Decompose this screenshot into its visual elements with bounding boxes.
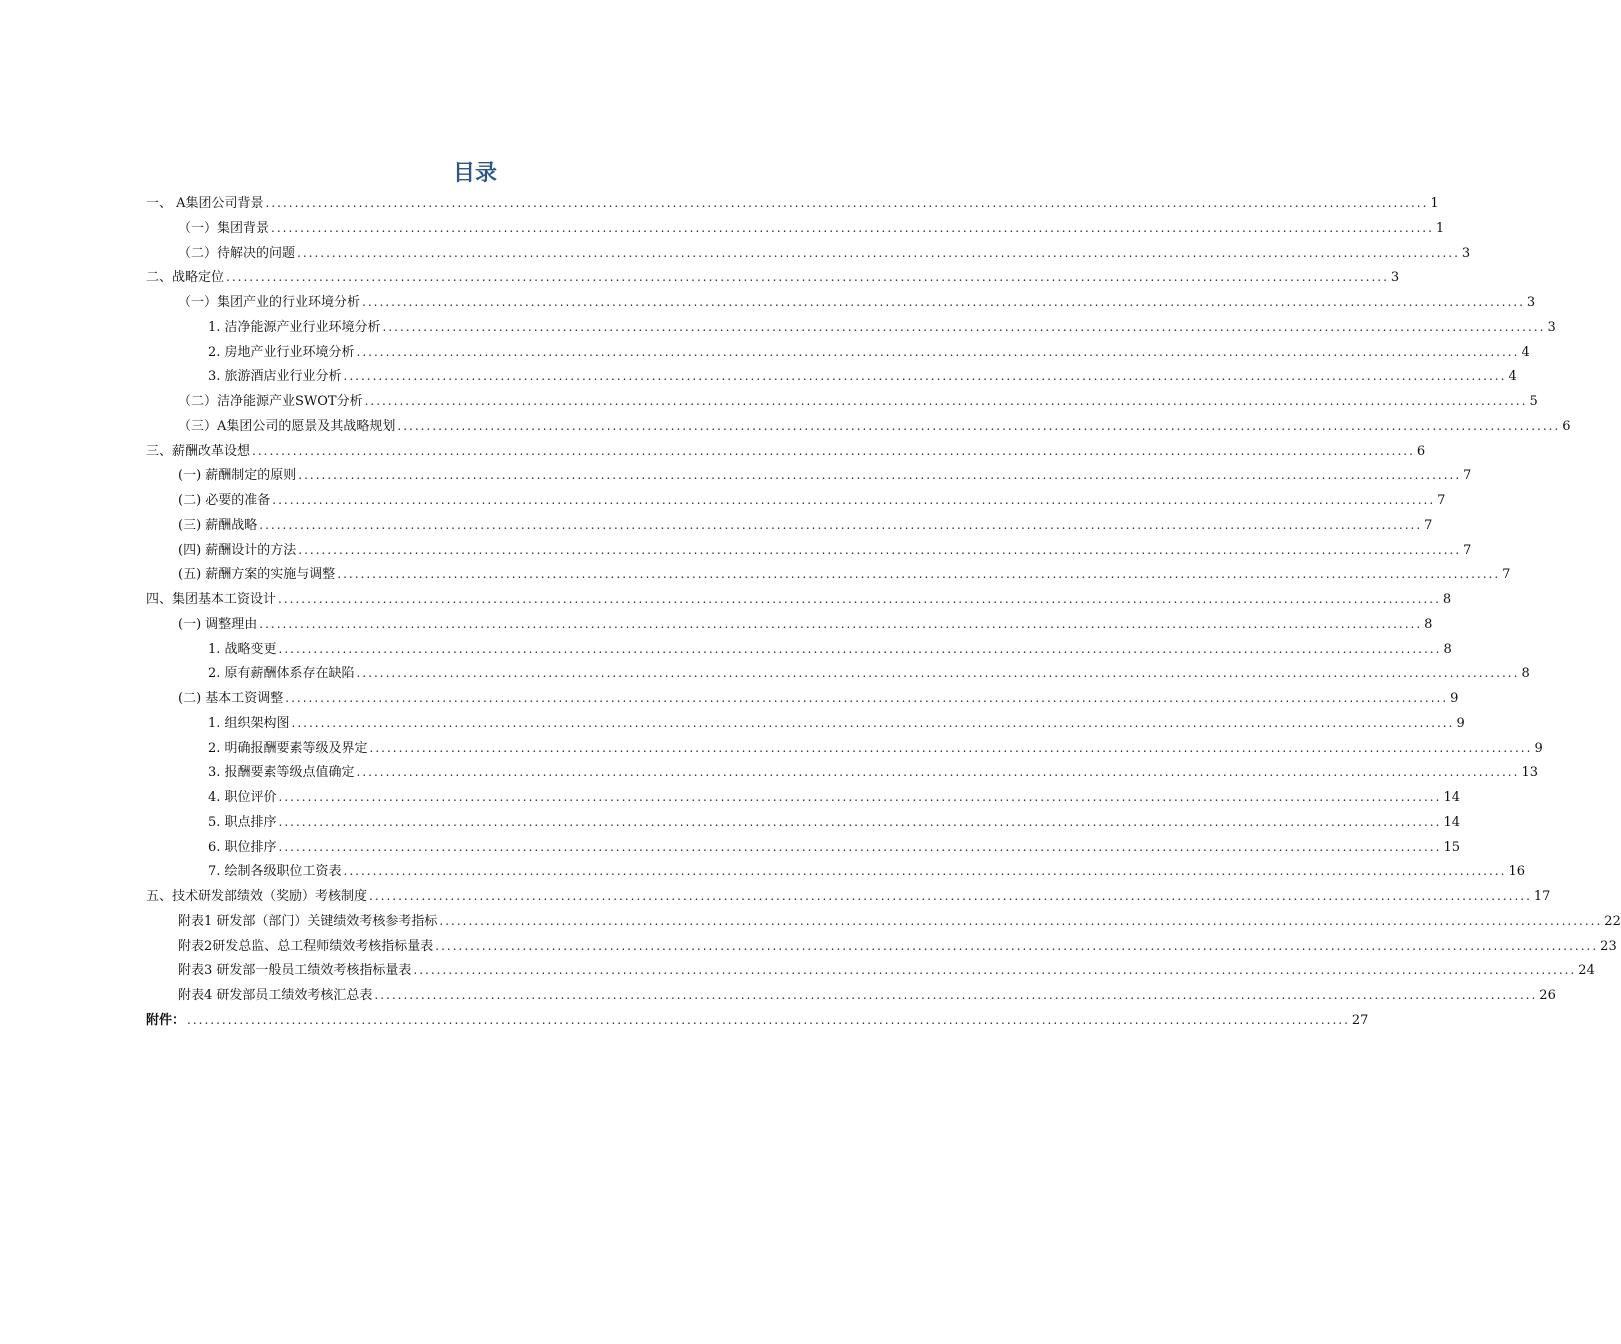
- toc-dot-leader: ........................................................................................................................................................................................................: [356, 666, 1520, 680]
- toc-entry[interactable]: [208, 812, 1460, 837]
- toc-entry-label: (三) 薪酬战略: [178, 518, 258, 533]
- toc-dot-leader: ........................................................................................................................................................................................................: [298, 468, 1462, 482]
- toc-entry-page: 9: [1450, 691, 1459, 706]
- toc-title: 目录: [452, 161, 497, 186]
- toc-entry[interactable]: [178, 218, 1445, 243]
- toc-entry[interactable]: [178, 564, 1511, 589]
- toc-entry-label: 三、薪酬改革设想: [146, 444, 251, 459]
- toc-entry[interactable]: [208, 837, 1460, 862]
- toc-dot-leader: ........................................................................................................................................................................................................: [259, 518, 1423, 532]
- toc-entry[interactable]: [178, 292, 1536, 317]
- toc-dot-leader: ........................................................................................................................................................................................................: [265, 196, 1429, 210]
- toc-entry-page: 24: [1578, 963, 1595, 978]
- toc-entry-page: 1: [1435, 221, 1445, 236]
- toc-entry-label: 7. 绘制各级职位工资表: [208, 864, 342, 879]
- toc-entry-label: (二) 必要的准备: [178, 493, 271, 508]
- toc-entry-page: 14: [1443, 790, 1460, 805]
- toc-entry[interactable]: [178, 688, 1459, 713]
- toc-dot-leader: ........................................................................................................................................................................................................: [356, 345, 1520, 359]
- toc-dot-leader: ........................................................................................................................................................................................................: [439, 914, 1603, 928]
- toc-entry-page: 27: [1351, 1013, 1369, 1028]
- toc-entry-page: 3: [1547, 320, 1556, 335]
- toc-dot-leader: ........................................................................................................................................................................................................: [226, 270, 1389, 284]
- toc-entry-page: 9: [1456, 716, 1465, 731]
- toc-entry-label: 2. 明确报酬要素等级及界定: [208, 741, 368, 756]
- toc-entry-label: (一) 调整理由: [178, 617, 258, 632]
- toc-entry-label: 附表2研发总监、总工程师绩效考核指标量表: [178, 939, 434, 954]
- toc-entry-label: 2. 原有薪酬体系存在缺陷: [208, 666, 355, 681]
- toc-entry[interactable]: [208, 639, 1452, 664]
- toc-entry-page: 7: [1463, 543, 1472, 558]
- toc-entry[interactable]: [178, 465, 1472, 490]
- toc-entry-label: 5. 职点排序: [208, 815, 277, 830]
- toc-dot-leader: ........................................................................................................................................................................................................: [271, 221, 1434, 235]
- toc-dot-leader: ........................................................................................................................................................................................................: [297, 246, 1460, 260]
- toc-entry-page: 5: [1529, 394, 1538, 409]
- toc-entry-page: 6: [1562, 419, 1571, 434]
- toc-entry[interactable]: [146, 1010, 1369, 1035]
- toc-entry[interactable]: [208, 366, 1517, 391]
- toc-entry-page: 4: [1508, 369, 1517, 384]
- toc-entry-page: 13: [1521, 765, 1538, 780]
- toc-entry-label: 1. 洁净能源产业行业环境分析: [208, 320, 381, 335]
- toc-entry[interactable]: [178, 490, 1446, 515]
- toc-entry-page: 17: [1533, 889, 1551, 904]
- toc-entry-label: （三）A集团公司的愿景及其战略规划: [178, 419, 396, 434]
- toc-entry-page: 23: [1600, 939, 1617, 954]
- toc-entry[interactable]: [178, 936, 1617, 961]
- toc-dot-leader: ........................................................................................................................................................................................................: [343, 864, 1507, 878]
- toc-dot-leader: ........................................................................................................................................................................................................: [259, 617, 1423, 631]
- toc-entry[interactable]: [146, 267, 1400, 292]
- toc-entry[interactable]: [208, 861, 1525, 886]
- toc-entry[interactable]: [146, 886, 1551, 911]
- toc-entry[interactable]: [178, 515, 1433, 540]
- toc-entry-label: （二）洁净能源产业SWOT分析: [178, 394, 363, 409]
- toc-entry-label: (一) 薪酬制定的原则: [178, 468, 297, 483]
- toc-dot-leader: ........................................................................................................................................................................................................: [278, 815, 1442, 829]
- toc-dot-leader: ........................................................................................................................................................................................................: [364, 394, 1528, 408]
- toc-entry[interactable]: [178, 614, 1433, 639]
- toc-dot-leader: ........................................................................................................................................................................................................: [337, 567, 1501, 581]
- toc-dot-leader: ........................................................................................................................................................................................................: [435, 939, 1599, 953]
- toc-entry-label: 附表1 研发部（部门）关键绩效考核参考指标: [178, 914, 438, 929]
- toc-entry-label: （一）集团背景: [178, 221, 270, 236]
- toc-entry-label: (四) 薪酬设计的方法: [178, 543, 297, 558]
- toc-dot-leader: ........................................................................................................................................................................................................: [278, 840, 1442, 854]
- toc-entry-page: 8: [1424, 617, 1433, 632]
- toc-entry-label: 附表4 研发部员工绩效考核汇总表: [178, 988, 373, 1003]
- toc-entry[interactable]: [208, 713, 1465, 738]
- toc-dot-leader: ........................................................................................................................................................................................................: [298, 543, 1462, 557]
- toc-dot-leader: ........................................................................................................................................................................................................: [278, 592, 1441, 606]
- toc-entry[interactable]: [208, 738, 1543, 763]
- toc-entry-page: 7: [1424, 518, 1433, 533]
- toc-entry-label: 四、集团基本工资设计: [146, 592, 277, 607]
- toc-dot-leader: ........................................................................................................................................................................................................: [369, 741, 1533, 755]
- toc-dot-leader: ........................................................................................................................................................................................................: [343, 369, 1507, 383]
- toc-entry-page: 3: [1390, 270, 1400, 285]
- toc-entry[interactable]: [146, 441, 1426, 466]
- toc-dot-leader: ........................................................................................................................................................................................................: [374, 988, 1538, 1002]
- toc-entry-label: 二、战略定位: [146, 270, 225, 285]
- toc-entry-label: （一）集团产业的行业环境分析: [178, 295, 361, 310]
- toc-entry-page: 4: [1521, 345, 1530, 360]
- toc-dot-leader: ........................................................................................................................................................................................................: [356, 765, 1520, 779]
- toc-entry-page: 7: [1502, 567, 1511, 582]
- toc-dot-leader: ........................................................................................................................................................................................................: [413, 963, 1577, 977]
- toc-entry-label: 6. 职位排序: [208, 840, 277, 855]
- toc-entry[interactable]: [208, 342, 1530, 367]
- toc-entry-page: 26: [1539, 988, 1556, 1003]
- toc-dot-leader: ........................................................................................................................................................................................................: [382, 320, 1546, 334]
- toc-entry[interactable]: [208, 663, 1530, 688]
- toc-entry-label: 4. 职位评价: [208, 790, 277, 805]
- toc-entry[interactable]: [178, 416, 1571, 441]
- toc-entry[interactable]: [146, 589, 1452, 614]
- toc-entry-label: 3. 旅游酒店业行业分析: [208, 369, 342, 384]
- toc-entry-page: 6: [1416, 444, 1426, 459]
- toc-entry-label: (五) 薪酬方案的实施与调整: [178, 567, 336, 582]
- toc-entry-page: 1: [1430, 196, 1439, 211]
- toc-dot-leader: ........................................................................................................................................................................................................: [252, 444, 1415, 458]
- toc-entry[interactable]: [178, 960, 1595, 985]
- toc-entry-label: （二）待解决的问题: [178, 246, 296, 261]
- toc-dot-leader: ........................................................................................................................................................................................................: [369, 889, 1532, 903]
- toc-dot-leader: ........................................................................................................................................................................................................: [272, 493, 1436, 507]
- toc-entry-page: 22: [1604, 914, 1621, 929]
- toc-entry-label: 附件：: [146, 1013, 186, 1028]
- toc-entry-page: 15: [1443, 840, 1460, 855]
- toc-dot-leader: ........................................................................................................................................................................................................: [278, 790, 1442, 804]
- toc-dot-leader: ........................................................................................................................................................................................................: [362, 295, 1525, 309]
- toc-entry-label: 一、 A集团公司背景: [146, 196, 264, 211]
- toc-entry-label: (二) 基本工资调整: [178, 691, 284, 706]
- toc-entry-page: 14: [1443, 815, 1460, 830]
- toc-entry[interactable]: [208, 317, 1556, 342]
- toc-entry-page: 8: [1442, 592, 1452, 607]
- toc-entry-label: 附表3 研发部一般员工绩效考核指标量表: [178, 963, 412, 978]
- toc-entry-page: 9: [1534, 741, 1543, 756]
- toc-entry-page: 16: [1508, 864, 1525, 879]
- toc-entry-page: 8: [1443, 642, 1452, 657]
- toc-entry[interactable]: [178, 985, 1556, 1010]
- toc-entry[interactable]: [178, 391, 1538, 416]
- toc-entry[interactable]: [178, 243, 1471, 268]
- toc-entry-page: 8: [1521, 666, 1530, 681]
- toc-dot-leader: ........................................................................................................................................................................................................: [285, 691, 1449, 705]
- toc-dot-leader: ........................................................................................................................................................................................................: [397, 419, 1561, 433]
- toc-entry-label: 五、技术研发部绩效（奖励）考核制度: [146, 889, 368, 904]
- toc-entry[interactable]: [178, 540, 1472, 565]
- toc-dot-leader: ........................................................................................................................................................................................................: [291, 716, 1455, 730]
- toc-entry-label: 2. 房地产业行业环境分析: [208, 345, 355, 360]
- toc-entry[interactable]: [208, 762, 1538, 787]
- toc-entry-label: 1. 战略变更: [208, 642, 277, 657]
- toc-dot-leader: ........................................................................................................................................................................................................: [278, 642, 1442, 656]
- toc-entry-label: 1. 组织架构图: [208, 716, 290, 731]
- toc-entry-page: 7: [1463, 468, 1472, 483]
- toc-entry[interactable]: [208, 787, 1460, 812]
- toc-entry[interactable]: [178, 911, 1621, 936]
- toc-entry-page: 7: [1437, 493, 1446, 508]
- toc-dot-leader: ........................................................................................................................................................................................................: [187, 1013, 1350, 1027]
- toc-entry-page: 3: [1526, 295, 1536, 310]
- toc-entry[interactable]: [146, 193, 1439, 218]
- toc-entry-label: 3. 报酬要素等级点值确定: [208, 765, 355, 780]
- toc-entry-page: 3: [1461, 246, 1471, 261]
